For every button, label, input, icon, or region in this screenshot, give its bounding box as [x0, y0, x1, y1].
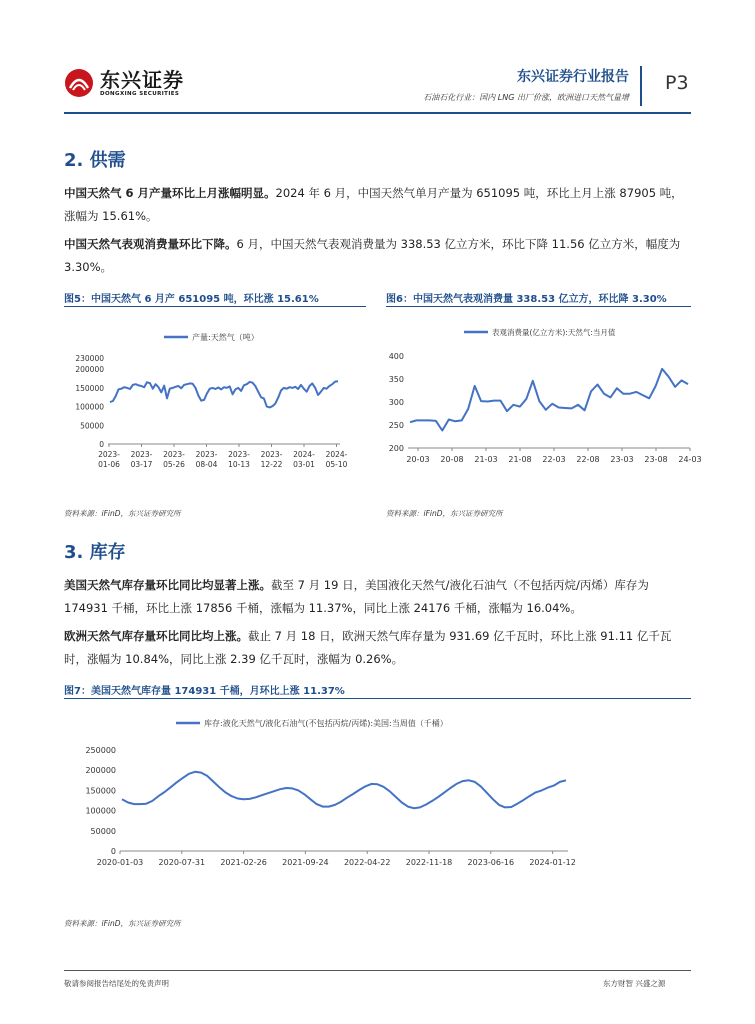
y-tick-label: 300 — [388, 398, 404, 407]
figure-caption-fig6: 图6：中国天然气表观消费量 338.53 亿立方，环比降 3.30% — [386, 294, 667, 305]
x-tick-label: 2024- — [325, 450, 348, 459]
x-tick-label: 2021-02-26 — [220, 858, 267, 867]
x-tick-label: 2023- — [195, 450, 218, 459]
page-number: P3 — [665, 72, 689, 94]
x-tick-label: 10-13 — [228, 460, 250, 469]
x-tick-label: 03-17 — [130, 460, 153, 469]
y-tick-label: 0 — [99, 440, 104, 449]
paragraph-lead: 中国天然气 6 月产量环比上月涨幅明显。 — [64, 186, 276, 200]
paragraph-body: 2024 年 6 月，中国天然气单月产量为 651095 吨，环比上月上涨 87905 吨，涨幅为 15.61%。 — [64, 186, 683, 223]
y-tick-label: 400 — [388, 352, 404, 361]
chart-production — [64, 312, 366, 502]
series-line — [110, 381, 338, 407]
footer-disclaimer: 敬请参阅报告结尾处的免责声明 — [64, 979, 169, 988]
y-tick-label: 200 — [388, 444, 404, 453]
x-tick-label: 24-03 — [678, 455, 702, 464]
figure-source-fig5: 资料来源：iFinD，东兴证券研究所 — [64, 509, 181, 518]
chart-consumption — [386, 312, 702, 502]
logo-name-cn: 东兴证券 — [100, 68, 184, 92]
y-tick-label: 50000 — [90, 826, 116, 836]
paragraph-eu-inventory — [64, 625, 690, 671]
x-tick-label: 2022-04-22 — [343, 858, 391, 867]
paragraph-body: 截至 7 月 19 日，美国液化天然气/液化石油气（不包括丙烷/丙烯）库存为 174931 千桶，环比上涨 17856 千桶，涨幅为 11.37%，同比上涨 24176 千桶，涨幅为 16.04%。 — [64, 578, 649, 615]
paragraph-lead: 中国天然气表观消费量环比下降。 — [64, 237, 237, 251]
legend-label: 表观消费量(亿立方米):天然气:当月值 — [492, 328, 616, 337]
footer-slogan: 东方财智 兴盛之源 — [603, 979, 666, 988]
x-tick-label: 20-08 — [440, 455, 464, 464]
x-tick-label: 2022-11-18 — [405, 858, 453, 867]
paragraph-production — [64, 182, 690, 228]
series-line — [122, 772, 566, 808]
figure-source-fig7: 资料来源：iFinD，东兴证券研究所 — [64, 919, 181, 928]
x-tick-label: 2024- — [293, 450, 315, 459]
x-tick-label: 2020-01-03 — [96, 858, 144, 867]
report-title: 东兴证券行业报告 — [517, 69, 629, 85]
figure-caption-fig5: 图5：中国天然气 6 月产 651095 吨，环比涨 15.61% — [64, 294, 319, 305]
x-tick-label: 2023- — [228, 450, 250, 459]
x-tick-label: 2021-09-24 — [282, 858, 329, 867]
x-tick-label: 08-04 — [195, 460, 218, 469]
x-tick-label: 22-03 — [542, 455, 566, 464]
y-tick-label: 250 — [388, 421, 404, 430]
y-tick-label: 100000 — [75, 402, 104, 412]
y-tick-label: 250000 — [85, 746, 116, 755]
paragraph-consumption — [64, 233, 690, 279]
y-tick-label: 150000 — [85, 786, 116, 796]
y-tick-label: 200000 — [85, 766, 116, 776]
chart-us-inventory — [64, 704, 691, 884]
report-subtitle: 石油石化行业：国内 LNG 出厂价涨，欧洲进口天然气量增 — [423, 93, 629, 102]
x-tick-label: 23-08 — [644, 455, 668, 464]
x-tick-label: 20-03 — [406, 455, 430, 464]
x-tick-label: 01-06 — [98, 460, 120, 469]
header-divider — [640, 66, 642, 106]
x-tick-label: 05-10 — [325, 460, 348, 469]
paragraph-body: 6 月，中国天然气表观消费量为 338.53 亿立方米，环比下降 11.56 亿立方米，幅度为 3.30%。 — [64, 237, 681, 274]
logo-name-en: DONGXING SECURITIES — [100, 91, 180, 97]
figure-rule — [386, 306, 691, 307]
paragraph-us-inventory — [64, 574, 690, 620]
legend-label: 产量:天然气（吨） — [192, 333, 259, 342]
y-tick-label: 50000 — [80, 421, 104, 431]
x-tick-label: 2023- — [98, 450, 120, 459]
footer-rule — [64, 970, 691, 971]
paragraph-body: 截止 7 月 18 日，欧洲天然气库存量为 931.69 亿千瓦时，环比上涨 91.11 亿千瓦时，涨幅为 10.84%，同比上涨 2.39 亿千瓦时，涨幅为 0.26%。 — [64, 629, 672, 666]
x-tick-label: 03-01 — [293, 460, 315, 469]
paragraph-lead: 美国天然气库存量环比同比均显著上涨。 — [64, 578, 271, 592]
x-tick-label: 05-26 — [163, 460, 185, 469]
header-rule — [64, 112, 691, 114]
x-tick-label: 21-08 — [508, 455, 532, 464]
x-tick-label: 21-03 — [474, 455, 498, 464]
y-tick-label: 230000 — [75, 354, 104, 363]
figure-caption-fig7: 图7：美国天然气库存量 174931 千桶，月环比上涨 11.37% — [64, 686, 345, 697]
y-tick-label: 350 — [388, 375, 404, 384]
y-tick-label: 100000 — [85, 806, 116, 816]
x-tick-label: 23-03 — [610, 455, 634, 464]
x-tick-label: 2023- — [163, 450, 185, 459]
x-tick-label: 2020-07-31 — [158, 858, 206, 867]
company-logo — [64, 68, 184, 98]
x-tick-label: 2023- — [130, 450, 153, 459]
section-title-supply-demand: 2. 供需 — [64, 150, 126, 171]
section-title-inventory: 3. 库存 — [64, 542, 126, 563]
figure-source-fig6: 资料来源：iFinD，东兴证券研究所 — [386, 509, 503, 518]
y-tick-label: 200000 — [75, 365, 104, 375]
figure-rule — [64, 306, 366, 307]
x-tick-label: 2023-06-16 — [467, 858, 515, 867]
paragraph-lead: 欧洲天然气库存量环比同比均上涨。 — [64, 629, 248, 643]
x-tick-label: 22-08 — [576, 455, 600, 464]
company-logo-icon — [64, 68, 94, 98]
figure-rule — [64, 698, 691, 699]
x-tick-label: 2023- — [260, 450, 283, 459]
x-tick-label: 2024-01-12 — [529, 858, 576, 867]
y-tick-label: 0 — [110, 847, 116, 856]
legend-label: 库存:液化天然气/液化石油气(不包括丙烷/丙烯):美国:当周值（千桶） — [204, 719, 448, 728]
series-line — [410, 369, 688, 431]
y-tick-label: 150000 — [75, 383, 104, 393]
x-tick-label: 12-22 — [260, 460, 283, 469]
